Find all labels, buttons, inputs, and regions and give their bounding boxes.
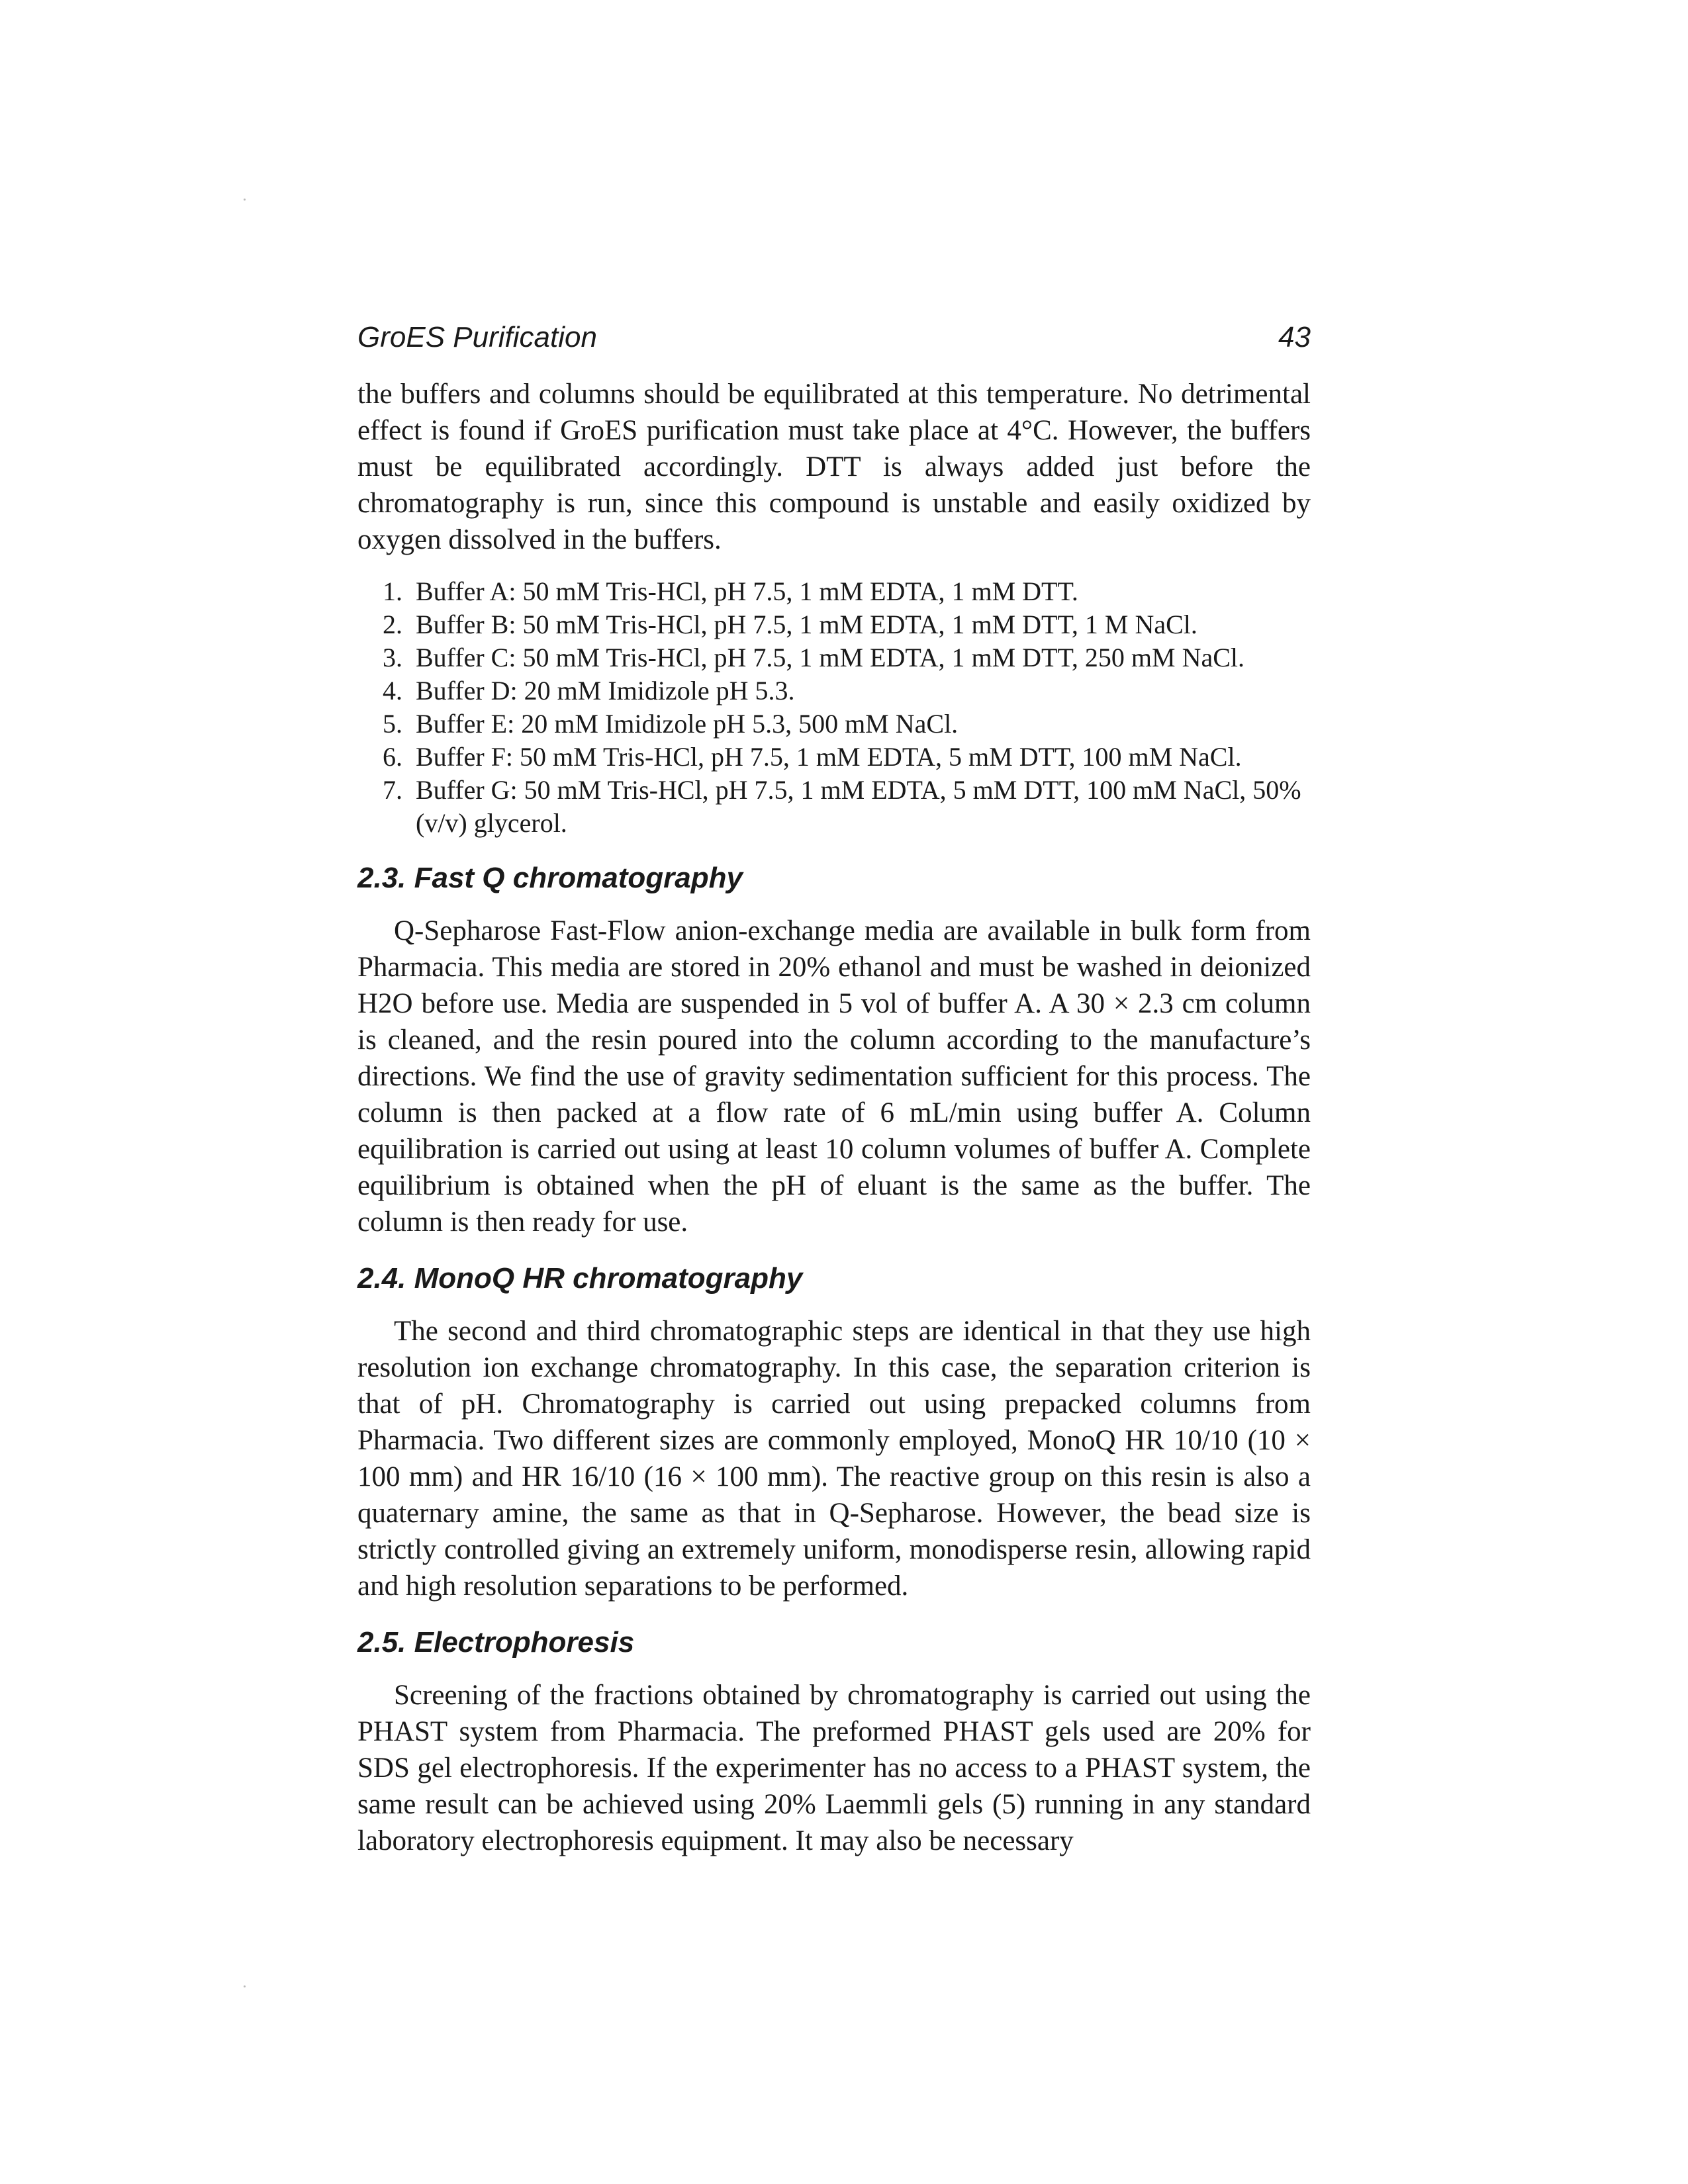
running-header [357, 318, 1311, 357]
running-title: GroES Purification [357, 321, 597, 353]
list-item-text: Buffer A: 50 mM Tris-HCl, pH 7.5, 1 mM EDTA, 1 mM DTT. [416, 576, 1078, 606]
section-body-electrophoresis: Screening of the fractions obtained by chromatography is carried out using the PHAST system from Pharmacia. The preformed PHAST gels used are 20% for SDS gel electrophoresis. If the experimenter has no access to a PHAST system, the same result can be achieved using 20% Laemmli gels (5) running in any standard laboratory electrophoresis equipment. It may also be necessary [357, 1680, 1311, 1856]
list-item-text: Buffer G: 50 mM Tris-HCl, pH 7.5, 1 mM EDTA, 5 mM DTT, 100 mM NaCl, 50% (v/v) glycerol. [416, 775, 1301, 838]
list-item-number: 3. [383, 643, 402, 672]
list-item-text: Buffer C: 50 mM Tris-HCl, pH 7.5, 1 mM EDTA, 1 mM DTT, 250 mM NaCl. [416, 643, 1245, 672]
list-item-number: 1. [383, 576, 402, 606]
list-item [357, 707, 1311, 741]
list-item [357, 774, 1311, 840]
list-item-text: Buffer D: 20 mM Imidizole pH 5.3. [416, 676, 795, 705]
list-item-number: 7. [383, 775, 402, 805]
list-item-text: Buffer F: 50 mM Tris-HCl, pH 7.5, 1 mM EDTA, 5 mM DTT, 100 mM NaCl. [416, 742, 1242, 772]
section-heading-monoq: 2.4. MonoQ HR chromatography [357, 1262, 803, 1295]
list-item-number: 2. [383, 610, 402, 639]
section-body-fast-q: Q-Sepharose Fast-Flow anion-exchange media are available in bulk form from Pharmacia. This media are stored in 20% ethanol and must be washed in deionized H2O before use. Media are suspended in 5 vol of buffer A. A 30 × 2.3 cm column is cleaned, and the resin poured into the column according to the manufacture’s directions. We find the use of gravity sedimentation sufficient for this process. The column is then packed at a flow rate of 6 mL/min using buffer A. Column equilibration is carried out using at least 10 column volumes of buffer A. Complete equilibrium is obtained when the pH of eluant is the same as the buffer. The column is then ready for use. [357, 915, 1311, 1238]
section-heading-electrophoresis: 2.5. Electrophoresis [357, 1626, 635, 1659]
section-body-monoq: The second and third chromatographic steps are identical in that they use high resolution ion exchange chromatography. In this case, the separation criterion is that of pH. Chromatography is carried out using prepacked columns from Pharmacia. Two different sizes are commonly employed, MonoQ HR 10/10 (10 × 100 mm) and HR 16/10 (16 × 100 mm). The reactive group on this resin is also a quaternary amine, the same as that in Q-Sepharose. However, the bead size is strictly controlled giving an extremely uniform, monodisperse resin, allowing rapid and high resolution separations to be performed. [357, 1316, 1311, 1602]
list-item-text: Buffer E: 20 mM Imidizole pH 5.3, 500 mM NaCl. [416, 709, 959, 739]
buffer-list [357, 575, 1311, 840]
list-item [357, 641, 1311, 674]
book-page [357, 318, 1311, 1859]
list-item-number: 6. [383, 742, 402, 772]
section-heading-fast-q: 2.3. Fast Q chromatography [357, 862, 743, 894]
scan-speck-bottom [244, 1985, 246, 1987]
page-number: 43 [1278, 321, 1311, 353]
scan-speck-top [244, 199, 246, 201]
list-item [357, 575, 1311, 608]
list-item [357, 741, 1311, 774]
list-item [357, 608, 1311, 641]
list-item-number: 4. [383, 676, 402, 705]
list-item-text: Buffer B: 50 mM Tris-HCl, pH 7.5, 1 mM EDTA, 1 mM DTT, 1 M NaCl. [416, 610, 1197, 639]
list-item-number: 5. [383, 709, 402, 739]
list-item [357, 674, 1311, 707]
intro-paragraph: the buffers and columns should be equilibrated at this temperature. No detrimental effect is found if GroES purification must take place at 4°C. However, the buffers must be equilibrated accordingly. DTT is always added just before the chromatography is run, since this compound is unstable and easily oxidized by oxygen dissolved in the buffers. [357, 379, 1311, 555]
